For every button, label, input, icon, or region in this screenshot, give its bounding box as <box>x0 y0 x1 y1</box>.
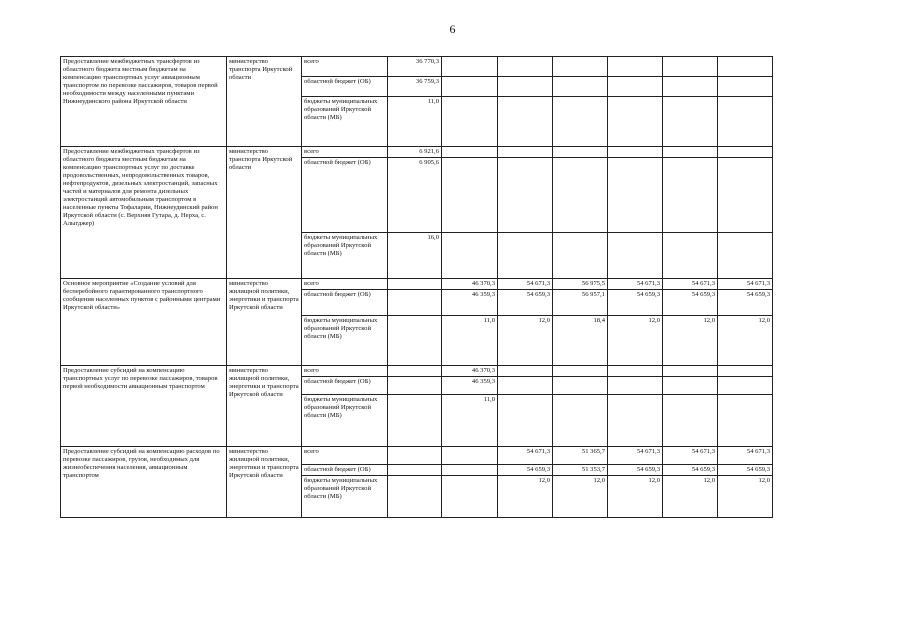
value-cell <box>498 233 553 279</box>
budget-table <box>60 56 773 518</box>
value-cell <box>388 465 442 476</box>
value-cell: 36 770,3 <box>388 57 442 77</box>
funding-source-cell: всего <box>302 447 388 465</box>
value-cell <box>663 77 718 97</box>
executor-cell: министерство транспорта Иркутской области <box>227 147 302 279</box>
funding-source-cell: всего <box>302 366 388 377</box>
value-cell <box>498 147 553 158</box>
value-cell: 54 659,3 <box>498 465 553 476</box>
value-cell <box>608 366 663 377</box>
value-cell: 54 659,3 <box>498 290 553 316</box>
value-cell: 46 370,3 <box>442 366 498 377</box>
table-row <box>61 147 773 158</box>
value-cell <box>718 233 773 279</box>
value-cell: 11,0 <box>388 97 442 147</box>
value-cell <box>553 233 608 279</box>
funding-source-cell: бюджеты муниципальных образований Иркутской области (МБ) <box>302 97 388 147</box>
table-row <box>61 57 773 77</box>
value-cell <box>553 77 608 97</box>
value-cell <box>442 465 498 476</box>
funding-source-cell: областной бюджет (ОБ) <box>302 465 388 476</box>
value-cell: 12,0 <box>553 476 608 518</box>
funding-source-cell: областной бюджет (ОБ) <box>302 377 388 395</box>
value-cell <box>608 395 663 447</box>
value-cell: 12,0 <box>608 476 663 518</box>
value-cell: 18,4 <box>553 316 608 366</box>
funding-source-cell: бюджеты муниципальных образований Иркутской области (МБ) <box>302 476 388 518</box>
value-cell: 54 659,3 <box>718 290 773 316</box>
value-cell: 54 671,3 <box>718 279 773 290</box>
value-cell <box>718 158 773 233</box>
value-cell <box>663 147 718 158</box>
value-cell <box>553 395 608 447</box>
value-cell <box>553 147 608 158</box>
value-cell <box>718 395 773 447</box>
value-cell <box>388 395 442 447</box>
value-cell <box>608 377 663 395</box>
value-cell <box>663 158 718 233</box>
value-cell <box>553 366 608 377</box>
value-cell: 12,0 <box>663 316 718 366</box>
funding-source-cell: всего <box>302 279 388 290</box>
executor-cell: министерство жилищной политики, энергетики и транспорта Иркутской области <box>227 279 302 366</box>
measure-name-cell: Предоставление межбюджетных трансфертов из областного бюджета местным бюджетам на компенсацию транспортных услуг авиационным транспортом по перевозке пассажиров, товаров первой необходимости между населенными пунктами Нижнеудинского района Иркутской области <box>61 57 227 147</box>
value-cell: 6 921,6 <box>388 147 442 158</box>
funding-source-cell: бюджеты муниципальных образований Иркутской области (МБ) <box>302 233 388 279</box>
funding-source-cell: областной бюджет (ОБ) <box>302 158 388 233</box>
value-cell <box>718 97 773 147</box>
value-cell <box>718 366 773 377</box>
value-cell: 54 671,3 <box>663 447 718 465</box>
value-cell: 12,0 <box>498 316 553 366</box>
value-cell <box>718 377 773 395</box>
value-cell <box>388 290 442 316</box>
table-row <box>61 366 773 377</box>
value-cell <box>663 233 718 279</box>
value-cell: 46 359,3 <box>442 377 498 395</box>
value-cell <box>388 476 442 518</box>
value-cell: 6 905,6 <box>388 158 442 233</box>
value-cell: 12,0 <box>718 476 773 518</box>
value-cell: 54 671,3 <box>498 279 553 290</box>
measure-name-cell: Основное мероприятие «Создание условий для бесперебойного гарантированного транспортного сообщения населенных пунктов с районными центрами Иркутской области» <box>61 279 227 366</box>
value-cell: 46 359,3 <box>442 290 498 316</box>
value-cell <box>718 57 773 77</box>
value-cell <box>388 366 442 377</box>
value-cell <box>498 57 553 77</box>
value-cell <box>498 377 553 395</box>
value-cell <box>663 377 718 395</box>
value-cell <box>608 233 663 279</box>
value-cell: 54 671,3 <box>718 447 773 465</box>
value-cell <box>608 77 663 97</box>
value-cell: 54 659,3 <box>663 465 718 476</box>
value-cell <box>718 147 773 158</box>
value-cell: 36 759,3 <box>388 77 442 97</box>
value-cell: 54 671,3 <box>608 447 663 465</box>
value-cell: 11,0 <box>442 316 498 366</box>
table-row <box>61 447 773 465</box>
value-cell: 11,0 <box>442 395 498 447</box>
value-cell <box>442 447 498 465</box>
value-cell <box>442 233 498 279</box>
value-cell <box>498 158 553 233</box>
value-cell <box>553 97 608 147</box>
value-cell <box>663 395 718 447</box>
executor-cell: министерство транспорта Иркутской области <box>227 57 302 147</box>
value-cell: 54 659,3 <box>608 290 663 316</box>
value-cell <box>442 77 498 97</box>
value-cell <box>608 57 663 77</box>
value-cell: 12,0 <box>498 476 553 518</box>
value-cell: 12,0 <box>608 316 663 366</box>
value-cell <box>608 147 663 158</box>
value-cell: 56 957,1 <box>553 290 608 316</box>
funding-source-cell: областной бюджет (ОБ) <box>302 290 388 316</box>
value-cell <box>718 77 773 97</box>
value-cell <box>388 316 442 366</box>
value-cell: 54 671,3 <box>608 279 663 290</box>
value-cell: 54 671,3 <box>663 279 718 290</box>
value-cell: 12,0 <box>718 316 773 366</box>
funding-source-cell: областной бюджет (ОБ) <box>302 77 388 97</box>
value-cell <box>663 97 718 147</box>
value-cell <box>498 366 553 377</box>
measure-name-cell: Предоставление субсидий на компенсацию расходов по перевозке пассажиров, грузов, необходимых для жизнеобеспечения населения, авиационным транспортом <box>61 447 227 518</box>
value-cell <box>663 57 718 77</box>
value-cell <box>608 158 663 233</box>
value-cell: 56 975,5 <box>553 279 608 290</box>
value-cell: 54 659,3 <box>608 465 663 476</box>
value-cell <box>553 158 608 233</box>
measure-name-cell: Предоставление межбюджетных трансфертов из областного бюджета местным бюджетам на компенсацию транспортных услуг по доставке продовольственных, непродовольственных товаров, нефтепродуктов, дизельных электростанций, запасных частей и материалов для ремонта дизельных электростанций автомобильным транспортом в населенные пункты Тофаларии, Нижнеудинский район Иркутской области (с. Верхняя Гутара, д. Нерха, с. Алыгджер) <box>61 147 227 279</box>
value-cell <box>553 377 608 395</box>
value-cell <box>442 57 498 77</box>
page-number: 6 <box>449 22 456 36</box>
value-cell <box>388 447 442 465</box>
executor-cell: министерство жилищной политики, энергетики и транспорта Иркутской области <box>227 447 302 518</box>
funding-source-cell: всего <box>302 147 388 158</box>
value-cell <box>553 57 608 77</box>
value-cell <box>388 377 442 395</box>
value-cell <box>442 158 498 233</box>
value-cell: 51 365,7 <box>553 447 608 465</box>
value-cell <box>498 395 553 447</box>
value-cell: 12,0 <box>663 476 718 518</box>
value-cell <box>388 279 442 290</box>
value-cell <box>442 476 498 518</box>
funding-source-cell: бюджеты муниципальных образований Иркутской области (МБ) <box>302 395 388 447</box>
value-cell: 51 353,7 <box>553 465 608 476</box>
funding-source-cell: бюджеты муниципальных образований Иркутской области (МБ) <box>302 316 388 366</box>
value-cell <box>663 366 718 377</box>
value-cell: 46 370,3 <box>442 279 498 290</box>
measure-name-cell: Предоставление субсидий на компенсацию транспортных услуг по перевозке пассажиров, товаров первой необходимости авиационным транспортом <box>61 366 227 447</box>
value-cell <box>442 147 498 158</box>
value-cell <box>442 97 498 147</box>
value-cell <box>608 97 663 147</box>
value-cell: 16,0 <box>388 233 442 279</box>
value-cell: 54 671,3 <box>498 447 553 465</box>
table-row <box>61 279 773 290</box>
value-cell: 54 659,3 <box>718 465 773 476</box>
executor-cell: министерство жилищной политики, энергетики и транспорта Иркутской области <box>227 366 302 447</box>
funding-source-cell: всего <box>302 57 388 77</box>
value-cell <box>498 77 553 97</box>
value-cell: 54 659,3 <box>663 290 718 316</box>
value-cell <box>498 97 553 147</box>
